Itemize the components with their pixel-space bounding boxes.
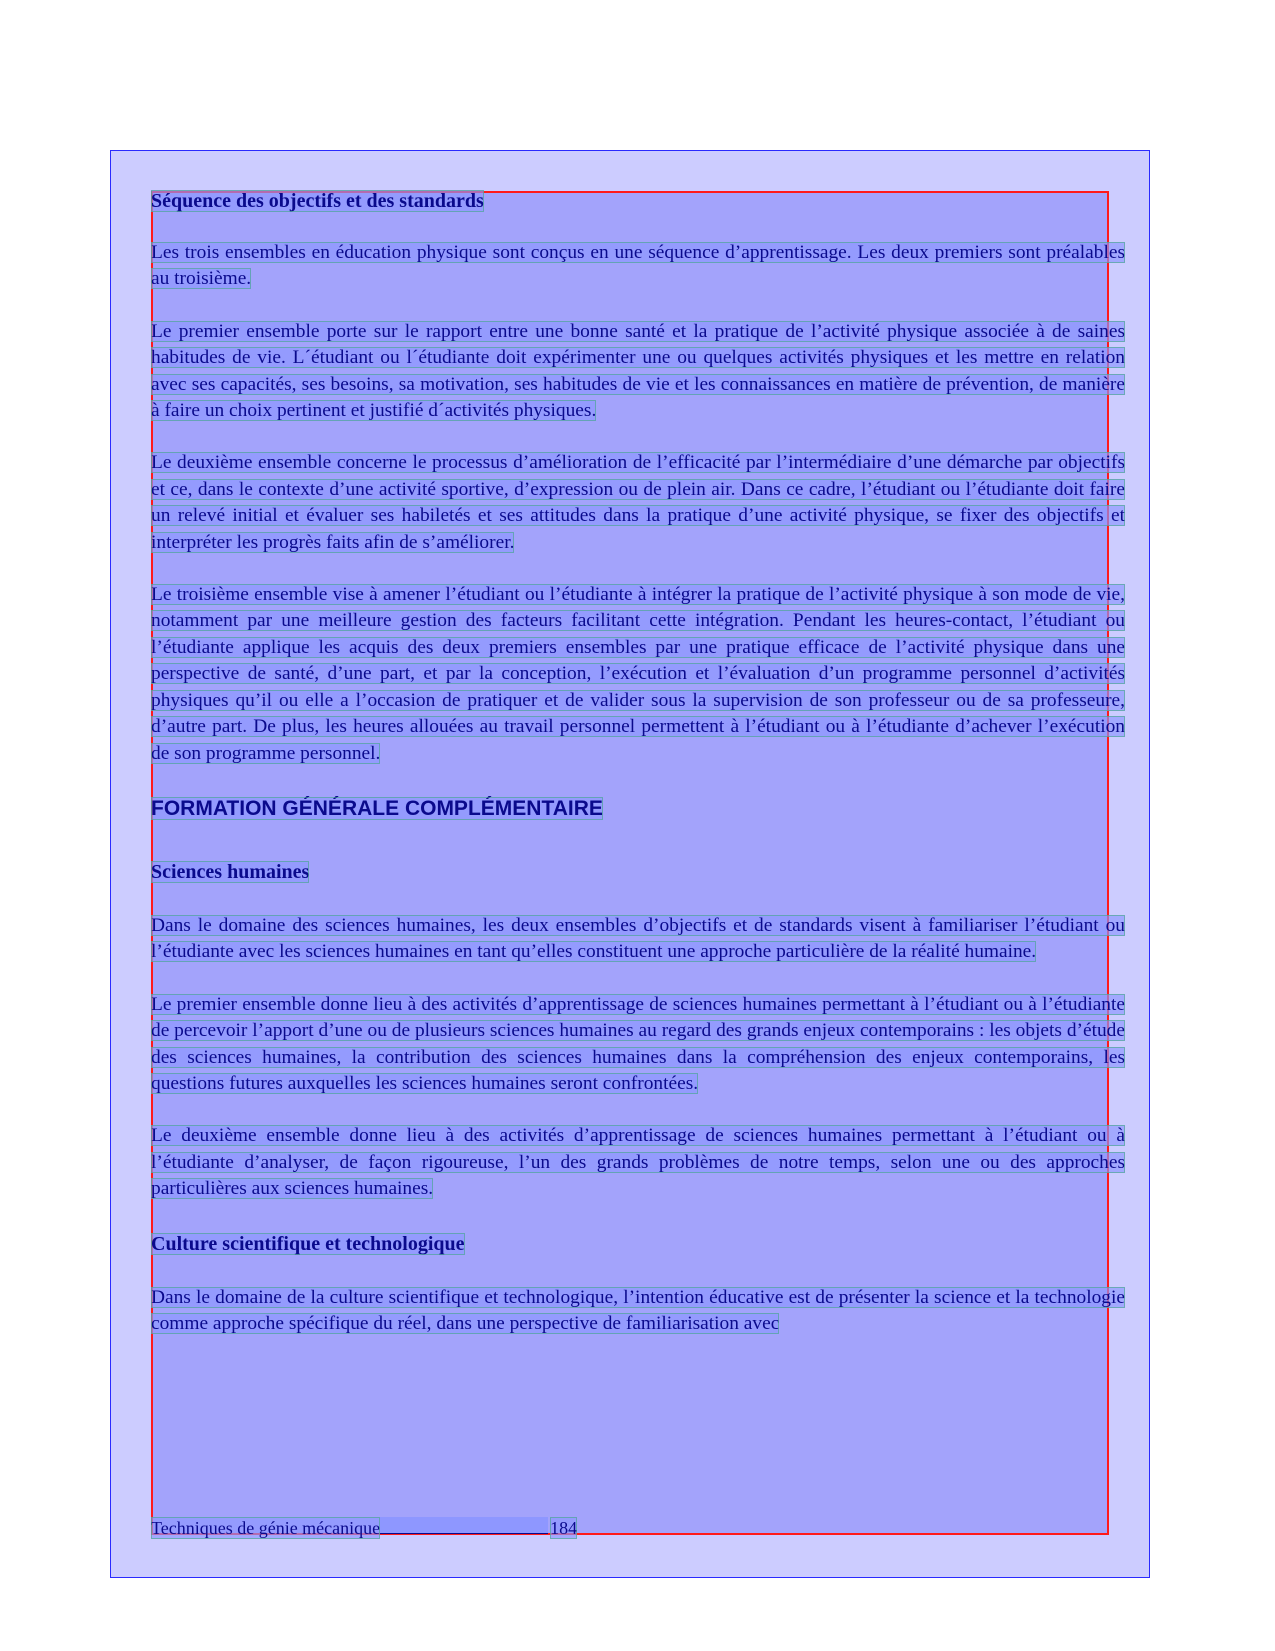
culture-heading: Culture scientifique et technologique [151,1232,465,1255]
footer-rule [380,1517,548,1534]
sequence-paragraph-4: Le troisième ensemble vise à amener l’étudiant ou l’étudiante à intégrer la pratique de l’activité physique à son mode de vie, notamment par une meilleure gestion des facteurs facilitant cette intégration. Pendant les heures-contact, l’étudiant ou l’étudiante applique les acquis des deux premiers ensembles par une pratique efficace de l’activité physique dans une perspective de santé, d’une part, et par la conception, l’exécution et l’évaluation d’un programme personnel d’activités physiques qu’il ou elle a l’occasion de pratiquer et de valider sous la supervision de son professeur ou de sa professeure, d’autre part. De plus, les heures allouées au travail personnel permettent à l’étudiant ou à l’étudiante d’achever l’exécution de son programme personnel. [151,584,1125,764]
footer-page-number: 184 [550,1518,578,1538]
sciences-paragraph-1: Dans le domaine des sciences humaines, les deux ensembles d’objectifs et de standards visent à familiariser l’étudiant ou l’étudiante avec les sciences humaines en tant qu’elles constituent une approche particulière de la réalité humaine. [151,914,1125,963]
sequence-paragraph-1: Les trois ensembles en éducation physique sont conçus en une séquence d’apprentissage. Les deux premiers sont préalables au troisième. [151,242,1125,290]
page-footer [151,1517,577,1539]
sciences-paragraph-3: Le deuxième ensemble donne lieu à des activités d’apprentissage de sciences humaines permettant à l’étudiant ou à l’étudiante d’analyser, de façon rigoureuse, l’un des grands problèmes de notre temps, selon une ou des approches particulières aux sciences humaines. [151,1125,1125,1200]
sciences-heading: Sciences humaines [151,860,310,883]
sciences-paragraph-2: Le premier ensemble donne lieu à des activités d’apprentissage de sciences humaines permettant à l’étudiant ou à l’étudiante de percevoir l’apport d’une ou de plusieurs sciences humaines au regard des grands enjeux contemporains : les objets d’étude des sciences humaines, la contribution des sciences humaines dans la compréhension des enjeux contemporains, les questions futures auxquelles les sciences humaines seront confrontées. [151,993,1125,1094]
sequence-heading: Séquence des objectifs et des standards [151,190,484,212]
footer-program-name: Techniques de génie mécanique [151,1518,381,1538]
culture-paragraph-1: Dans le domaine de la culture scientifique et technologique, l’intention éducative est de présenter la science et la technologie comme approche spécifique du réel, dans une perspective de familiarisation avec [151,1286,1125,1334]
sequence-paragraph-2: Le premier ensemble porte sur le rapport entre une bonne santé et la pratique de l’activité physique associée à de saines habitudes de vie. L´étudiant ou l´étudiante doit expérimenter une ou quelques activités physiques et les mettre en relation avec ses capacités, ses besoins, sa motivation, ses habitudes de vie et les connaissances en matière de prévention, de manière à faire un choix pertinent et justifié d´activités physiques. [151,320,1125,422]
page-content [151,188,1125,1337]
sequence-paragraph-3: Le deuxième ensemble concerne le processus d’amélioration de l’efficacité par l’intermédiaire d’une démarche par objectifs et ce, dans le contexte d’une activité sportive, d’expression ou de plein air. Dans ce cadre, l’étudiant ou l’étudiante doit faire un relevé initial et évaluer ses habiletés et ses attitudes dans la pratique d’une activité physique, se fixer des objectifs et interpréter les progrès faits afin de s’améliorer. [151,452,1125,553]
formation-heading: FORMATION GÉNÉRALE COMPLÉMENTAIRE [151,796,603,820]
